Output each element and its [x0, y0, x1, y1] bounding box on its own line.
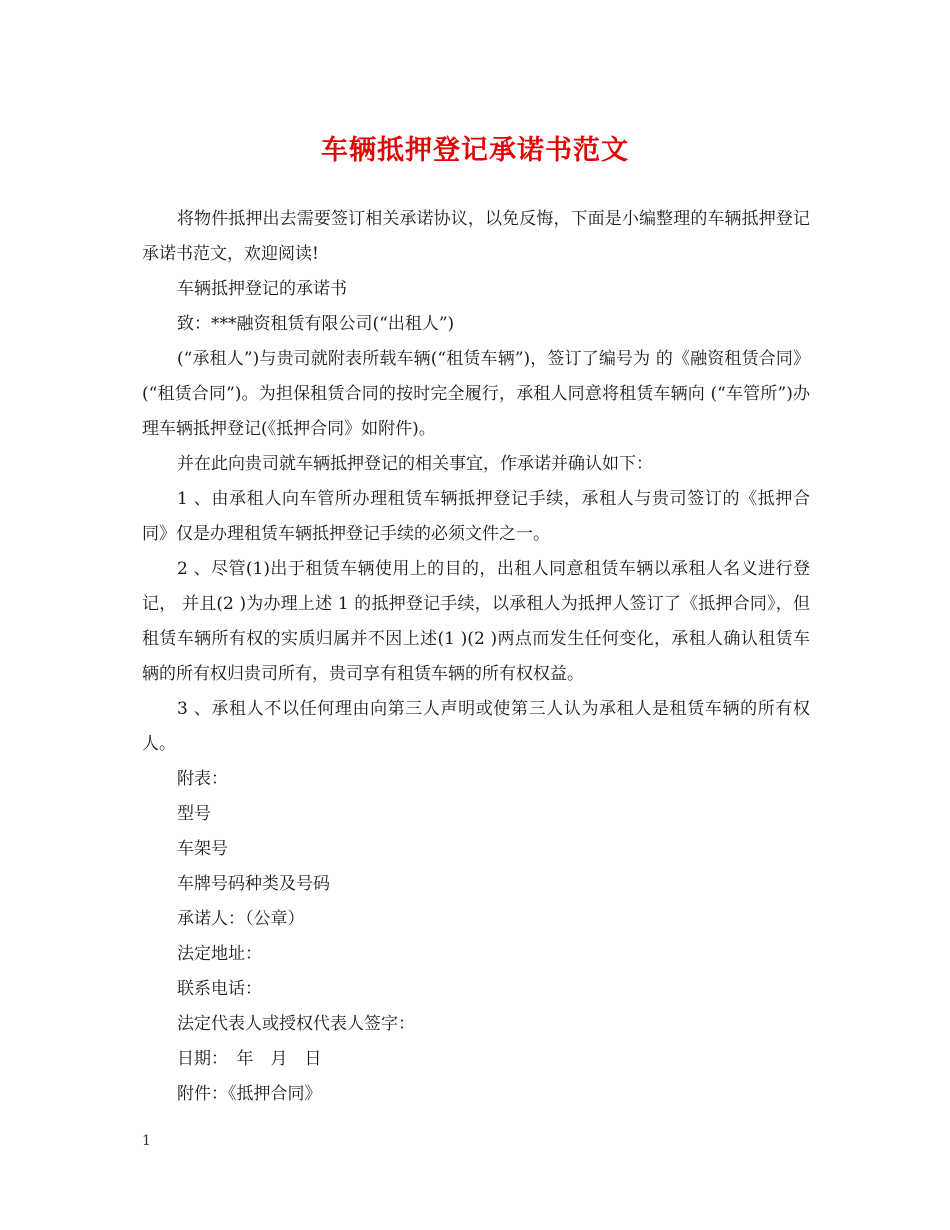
clause-1: 1 、由承租人向车管所办理租赁车辆抵押登记手续，承租人与贵司签订的《抵押合同》仅是办理租赁车辆抵押登记手续的必须文件之一。: [142, 489, 810, 544]
field-attachment: 附件：《抵押合同》: [177, 1084, 322, 1104]
document-body: [142, 202, 810, 1112]
field-date: 日期： 年 月 日: [177, 1049, 322, 1069]
appendix-label: 附表：: [177, 769, 228, 789]
page-number: 1: [142, 1133, 151, 1149]
field-address: 法定地址：: [177, 944, 262, 964]
field-promisor: 承诺人：（公章）: [177, 909, 305, 929]
confirmation-intro: 并在此向贵司就车辆抵押登记的相关事宜，作承诺并确认如下：: [177, 454, 653, 474]
clause-3: 3 、承租人不以任何理由向第三人声明或使第三人认为承租人是租赁车辆的所有权人。: [142, 699, 810, 754]
section-heading: 车辆抵押登记的承诺书: [177, 279, 347, 299]
addressee-line: 致：***融资租赁有限公司(“出租人”): [177, 314, 455, 334]
intro-paragraph: 将物件抵押出去需要签订相关承诺协议，以免反悔，下面是小编整理的车辆抵押登记承诺书范文，欢迎阅读!: [142, 209, 810, 264]
field-model: 型号: [177, 804, 211, 824]
field-signature: 法定代表人或授权代表人签字：: [177, 1014, 415, 1034]
field-vin: 车架号: [177, 839, 228, 859]
page-title: 车辆抵押登记承诺书范文: [321, 135, 629, 166]
agreement-paragraph: (“承租人”)与贵司就附表所载车辆(“租赁车辆”)，签订了编号为 的《融资租赁合同》(“租赁合同”)。为担保租赁合同的按时完全履行，承租人同意将租赁车辆向 (“车管所”)办理车辆抵押登记(《抵押合同》如附件)。: [142, 349, 810, 439]
clause-2: 2 、尽管(1)出于租赁车辆使用上的目的，出租人同意租赁车辆以承租人名义进行登记， 并且(2 )为办理上述 1 的抵押登记手续，以承租人为抵押人签订了《抵押合同》，但租赁车辆所有权的实质归属并不因上述(1 )(2 )两点而发生任何变化，承租人确认租赁车辆的所有权归贵司所有，贵司享有租赁车辆的所有权权益。: [142, 559, 810, 684]
field-phone: 联系电话：: [177, 979, 262, 999]
field-plate: 车牌号码种类及号码: [177, 874, 330, 894]
